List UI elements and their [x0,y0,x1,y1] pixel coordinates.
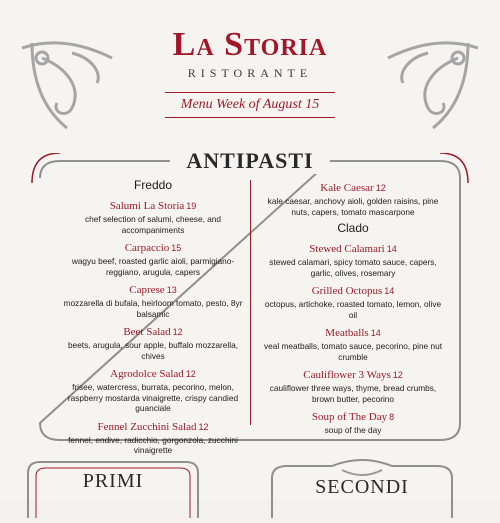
item-desc: kale caesar, anchovy aioli, golden raisins, pine nuts, capers, tomato mascarpone [267,196,439,217]
list-item [263,407,443,436]
list-item [263,239,443,278]
primi-title: PRIMI [82,470,144,492]
item-desc: mozzarella di bufala, heirloom tomato, pesto, 8yr balsamic [63,298,243,319]
item-desc: chef selection of salumi, cheese, and accompaniments [84,214,222,235]
item-name: Stewed Calamari [309,243,385,255]
item-name: Carpaccio [124,242,170,254]
item-name: Caprese [129,284,165,296]
item-price: 12 [392,370,403,380]
list-item [63,417,243,456]
item-price: 13 [166,285,177,295]
list-item [263,365,443,404]
list-item [263,281,443,320]
item-desc: fennel, endive, radicchio, gorgonzola, zucchini vinaigrette [68,434,238,455]
item-price: 12 [172,327,183,337]
subhead-clado: Clado [337,221,369,235]
item-desc: beets, arugula, sour apple, buffalo mozzarella, chives [67,340,239,361]
item-name: Beet Salad [123,326,171,338]
list-item [63,364,243,414]
item-price: 12 [185,369,196,379]
item-name: Soup of The Day [311,411,388,423]
left-column [63,178,243,459]
restaurant-name: La Storia [172,26,328,63]
item-desc: octopus, artichoke, roasted tomato, lemon, olive oil [264,299,442,320]
list-item [63,322,243,361]
item-desc: veal meatballs, tomato sauce, pecorino, pine nut crumble [263,341,443,362]
item-name: Agrodolce Salad [110,368,184,380]
section-title: ANTIPASTI [170,148,330,174]
item-desc: wagyu beef, roasted garlic aioli, parmigiano-reggiano, arugula, capers [71,256,235,277]
item-desc: frisee, watercress, burrata, pecorino, melon, raspberry mostarda vinaigrette, crispy candied guanciale [67,382,239,413]
list-item [63,238,243,277]
subhead-freddo: Freddo [133,178,173,192]
item-desc: stewed calamari, spicy tomato sauce, capers, garlic, olives, rosemary [269,257,437,278]
item-price: 12 [198,421,209,432]
restaurant-subtitle: RISTORANTE [187,66,313,80]
item-desc: cauliflower three ways, thyme, bread crumbs, brown butter, pecorino [269,383,437,404]
item-name: Fennel Zucchini Salad [97,420,197,433]
list-item [263,323,443,362]
item-desc: soup of the day [324,425,382,435]
list-item [263,178,443,217]
item-price: 14 [370,328,381,338]
list-item [63,196,243,235]
secondi-title: SECONDI [315,476,409,498]
list-item [63,280,243,319]
item-name: Meatballs [325,327,369,339]
item-price: 14 [386,244,397,254]
item-price: 14 [384,286,395,296]
column-divider [250,180,251,425]
item-price: 8 [389,412,395,422]
right-column [263,178,443,439]
menu-week: Menu Week of August 15 [165,92,335,118]
item-name: Cauliflower 3 Ways [303,369,391,381]
item-name: Grilled Octopus [311,285,383,297]
item-name: Salumi La Storia [109,200,185,212]
item-price: 15 [171,243,182,253]
item-price: 19 [186,201,197,211]
item-price: 12 [375,183,386,193]
item-name: Kale Caesar [320,182,374,194]
